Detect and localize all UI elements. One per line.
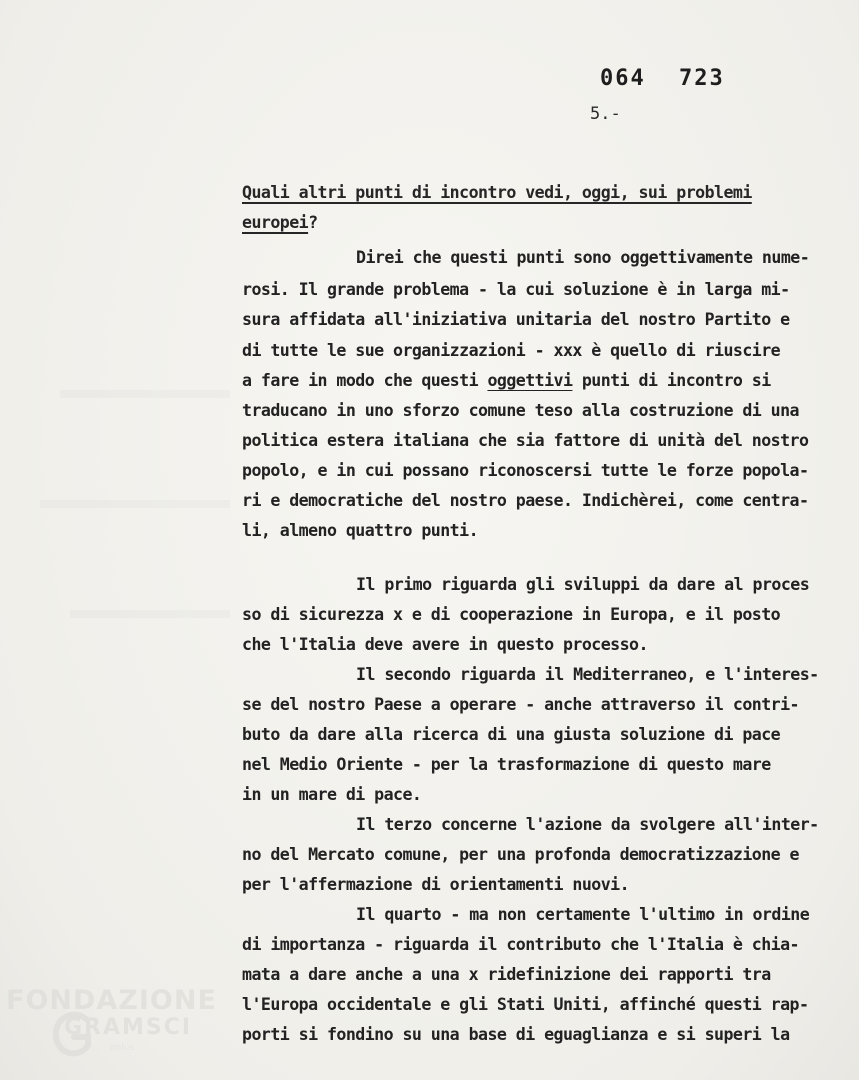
paragraph-line: in un mare di pace. xyxy=(242,785,422,804)
paragraph-line: che l'Italia deve avere in questo processo. xyxy=(242,635,648,654)
paragraph-line: li, almeno quattro punti. xyxy=(242,521,479,540)
bleed-through-mark xyxy=(70,610,230,618)
paragraph-line: porti si fondino su una base di eguaglianza e si superi la xyxy=(242,1025,790,1044)
paragraph-line: nel Medio Oriente - per la trasformazione di questo mare xyxy=(242,755,771,774)
paragraph-line: buto da dare alla ricerca di una giusta soluzione di pace xyxy=(242,725,781,744)
watermark-title: FONDAZIONE xyxy=(6,985,217,1016)
paragraph-line: se del nostro Paese a operare - anche attraverso il contri- xyxy=(242,695,799,714)
paragraph-line: traducano in uno sforzo comune teso alla costruzione di una xyxy=(242,401,799,420)
question-line-1: Quali altri punti di incontro vedi, oggi, sui problemi xyxy=(242,183,752,202)
document-number: 064 723 xyxy=(600,66,725,91)
paragraph-line: Il primo riguarda gli sviluppi da dare al proces xyxy=(356,575,810,594)
paragraph-line: so di sicurezza x e di cooperazione in Europa, e il posto xyxy=(242,605,781,624)
paragraph-line: politica estera italiana che sia fattore di unità del nostro xyxy=(242,431,809,450)
paragraph-line: popolo, e in cui possano riconoscersi tutte le forze popola- xyxy=(242,461,809,480)
underlined-word: oggettivi xyxy=(487,371,573,390)
paragraph-line: rosi. Il grande problema - la cui soluzione è in larga mi- xyxy=(242,280,790,299)
paragraph-line: Il quarto - ma non certamente l'ultimo in ordine xyxy=(356,905,810,924)
paragraph-line: mata a dare anche a una x ridefinizione dei rapporti tra xyxy=(242,965,771,984)
question-mark: ? xyxy=(308,213,318,232)
paragraph-line: sura affidata all'iniziativa unitaria del nostro Partito e xyxy=(242,310,790,329)
watermark-caption: onlus xyxy=(110,1043,135,1053)
paragraph-line: per l'affermazione di orientamenti nuovi. xyxy=(242,875,630,894)
paragraph-line: ri e democratiche del nostro paese. Indichèrei, come centra- xyxy=(242,491,809,510)
watermark-subtitle: GRAMSCI xyxy=(64,1015,193,1040)
bleed-through-mark xyxy=(40,500,230,508)
text-segment: a fare in modo che questi xyxy=(242,371,488,390)
watermark xyxy=(6,985,226,1065)
paragraph-line: di tutte le sue organizzazioni - xxx è quello di riuscire xyxy=(242,341,781,360)
text-segment: punti di incontro si xyxy=(572,371,771,390)
paragraph-line xyxy=(242,366,771,396)
bleed-through-mark xyxy=(60,390,230,398)
paragraph-line: Il secondo riguarda il Mediterraneo, e l'interes- xyxy=(356,665,819,684)
question-line-2 xyxy=(242,208,318,238)
page-number: 5.- xyxy=(590,104,621,124)
paragraph-line: l'Europa occidentale e gli Stati Uniti, affinché questi rap- xyxy=(242,995,809,1014)
paragraph-line: no del Mercato comune, per una profonda democratizzazione e xyxy=(242,845,799,864)
paragraph-line: Il terzo concerne l'azione da svolgere all'inter- xyxy=(356,815,819,834)
paragraph-line: di importanza - riguarda il contributo che l'Italia è chia- xyxy=(242,935,799,954)
question-word: europei xyxy=(242,213,309,232)
paragraph-line: Direi che questi punti sono oggettivamente nume- xyxy=(356,248,810,267)
